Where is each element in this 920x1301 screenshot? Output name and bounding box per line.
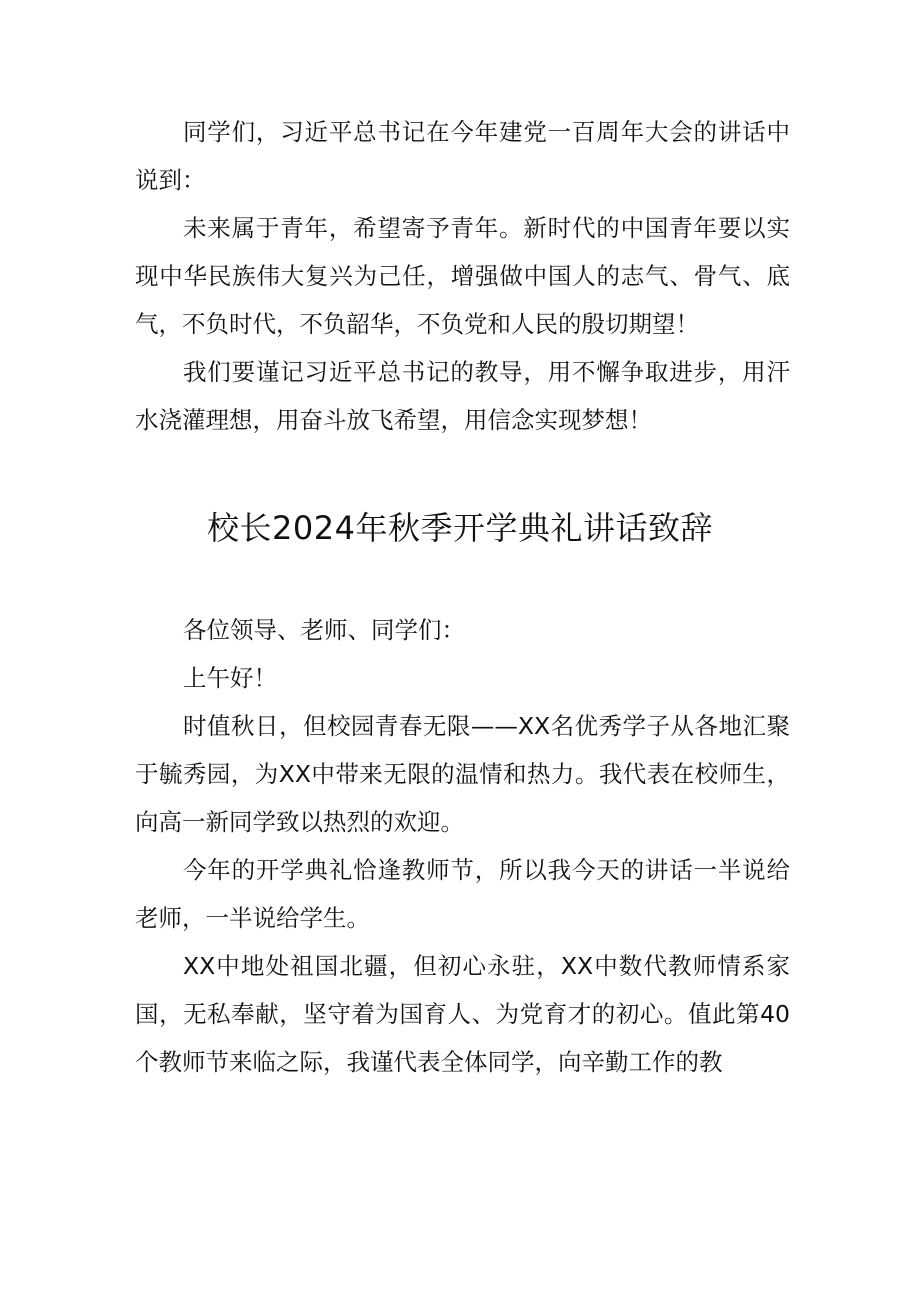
intro-paragraph-2: 未来属于青年，希望寄予青年。新时代的中国青年要以实现中华民族伟大复兴为己任，增强做中国人的志气、骨气、底气，不负时代，不负韶华，不负党和人民的殷切期望！ bbox=[135, 214, 790, 338]
speech-section bbox=[135, 606, 790, 1086]
intro-section bbox=[135, 108, 790, 444]
intro-paragraph-1: 同学们，习近平总书记在今年建党一百周年大会的讲话中说到： bbox=[135, 118, 790, 194]
speech-greeting: 各位领导、老师、同学们： bbox=[183, 616, 465, 644]
intro-paragraph-3: 我们要谨记习近平总书记的教导，用不懈争取进步，用汗水浇灌理想，用奋斗放飞希望，用信念实现梦想！ bbox=[135, 358, 790, 434]
speech-paragraph-teachers: XX中地处祖国北疆，但初心永驻，XX中数代教师情系家国，无私奉献，坚守着为国育人、为党育才的初心。值此第40个教师节来临之际，我谨代表全体同学，向辛勤工作的教 bbox=[135, 952, 790, 1076]
document-title: 校长2024年秋季开学典礼讲话致辞 bbox=[207, 509, 713, 547]
speech-paragraph-teachers-day: 今年的开学典礼恰逢教师节，所以我今天的讲话一半说给老师，一半说给学生。 bbox=[135, 856, 790, 932]
speech-paragraph-welcome: 时值秋日，但校园青春无限——XX名优秀学子从各地汇聚于毓秀园，为XX中带来无限的温情和热力。我代表在校师生，向高一新同学致以热烈的欢迎。 bbox=[135, 712, 790, 836]
speech-salutation: 上午好！ bbox=[183, 664, 277, 692]
